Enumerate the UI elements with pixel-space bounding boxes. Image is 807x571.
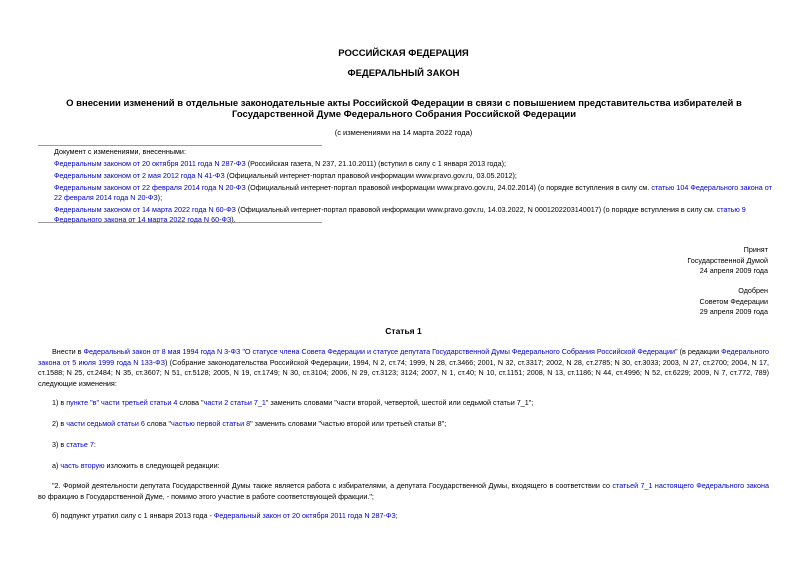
article-item-2 (38, 419, 769, 430)
article-item-3b (38, 511, 769, 522)
article-heading: Статья 1 (385, 326, 422, 336)
law-link[interactable]: статье 7 (66, 440, 94, 449)
change-text: (Официальный интернет-портал правовой информации www.pravo.gov.ru, 24.02.2014) (о порядке вступления в силу см. (245, 183, 652, 192)
text: "2. Формой деятельности депутата Государственной Думы также является работа с избирателями, а депутата Государственной Думы, входящего в соответствии со (52, 481, 613, 490)
accepted-body: Государственной Думой (687, 255, 768, 265)
text: (в редакции (677, 347, 722, 356)
article-item-3 (38, 440, 769, 451)
separator-top (38, 145, 322, 146)
change-item (54, 159, 774, 169)
text: изложить в следующей редакции: (104, 461, 220, 470)
law-link[interactable]: статьей 7_1 настоящего Федерального закона (612, 481, 769, 490)
text: ; (395, 511, 398, 520)
text: 3) в (52, 440, 67, 449)
article-item-1 (38, 398, 769, 409)
separator-bottom (38, 222, 322, 223)
text: Внести в (52, 347, 84, 356)
change-link-secondary[interactable]: статью 9 Федерального закона от 14 марта 2022 года N 60-ФЗ (54, 205, 746, 224)
law-link[interactable]: Федерального закона от 5 июля 1999 года N 133-ФЗ (38, 347, 769, 367)
article-item-3a (38, 461, 769, 472)
change-text-secondary: ); (157, 193, 163, 202)
change-text: (Официальный интернет-портал правовой информации www.pravo.gov.ru, 03.05.2012); (224, 171, 517, 180)
changes-intro: Документ с изменениями, внесенными: (54, 147, 186, 156)
article-quote (38, 481, 769, 502)
law-type-heading: ФЕДЕРАЛЬНЫЙ ЗАКОН (347, 68, 460, 79)
change-link[interactable]: Федеральным законом от 22 февраля 2014 года N 20-ФЗ (54, 183, 246, 192)
adoption-accepted (560, 245, 768, 277)
article-paragraph-intro (38, 347, 769, 389)
change-link-secondary[interactable]: статью 104 Федерального закона от 22 февраля 2014 года N 20-ФЗ (54, 183, 772, 202)
law-link[interactable]: части седьмой статьи 6 (66, 419, 145, 428)
law-title: О внесении изменений в отдельные законодательные акты Российской Федерации в связи с повышением представительства избирателей в Государственной Думе Федерального Собрания Российской Федерации (66, 98, 742, 120)
law-link[interactable]: части 2 статьи 7_1 (203, 398, 266, 407)
change-item (54, 171, 774, 181)
text: слова " (177, 398, 204, 407)
law-link[interactable]: часть вторую (60, 461, 105, 470)
adoption-approved (560, 286, 768, 318)
change-text-secondary: ). (231, 215, 236, 224)
accepted-label: Принят (743, 245, 768, 254)
text: слова " (144, 419, 172, 428)
text: " заменить словами "частью второй или третьей статьи 8"; (250, 419, 447, 428)
law-link[interactable]: Федеральный закон от 8 мая 1994 года N 3-ФЗ "О статусе члена Совета Федерации и статусе депутата Государственной Думы Федерального Собрания Российской Федерации" (83, 347, 678, 356)
amended-note: (с изменениями на 14 марта 2022 года) (334, 128, 473, 137)
text: б) подпункт утратил силу с 1 января 2013 года - (52, 511, 214, 520)
text: а) (52, 461, 61, 470)
change-link[interactable]: Федеральным законом от 20 октября 2011 года N 287-ФЗ (54, 159, 246, 168)
law-link[interactable]: пункте "в" части третьей статьи 4 (66, 398, 178, 407)
text: ) (Собрание законодательства Российской Федерации, 1994, N 2, ст.74; 1999, N 28, ст.3466; 2001, N 32, ст.3317; 2002, N 28, ст.2785; N 30, ст.3033; 2003, N 27, ст.2700; 2004, N 17, ст.1588; N 25, ст.2484; N 35, ст.3607; N 51, ст.5128; 2005, N 19, ст.1749; N 30, ст.3104; 2006, N 29, ст.3123; 3124; 2007, N 1, ст.40; N 10, ст.1151; 2008, N 13, ст.1186; N 44, ст.4996; N 52, ст.6229; 2009, N 7, ст.772, 789) следующие изменения: (38, 357, 769, 388)
change-text: (Российская газета, N 237, 21.10.2011) (вступил в силу с 1 января 2013 года); (245, 159, 506, 168)
approved-label: Одобрен (738, 286, 768, 295)
law-link[interactable]: Федеральный закон от 20 октября 2011 года N 287-ФЗ (213, 511, 396, 520)
country-heading: РОССИЙСКАЯ ФЕДЕРАЦИЯ (338, 48, 469, 59)
change-link[interactable]: Федеральным законом от 2 мая 2012 года N 41-ФЗ (54, 171, 225, 180)
change-item (54, 183, 774, 203)
law-link[interactable]: частью первой статьи 8 (171, 419, 251, 428)
text: 1) в (52, 398, 67, 407)
change-text: (Официальный интернет-портал правовой информации www.pravo.gov.ru, 14.03.2022, N 0001202203140017) (о порядке вступления в силу см. (235, 205, 717, 214)
text: " заменить словами "части второй, четвертой, шестой или седьмой статьи 7_1"; (265, 398, 534, 407)
approved-body: Советом Федерации (699, 296, 768, 306)
text: : (93, 440, 96, 449)
accepted-date: 24 апреля 2009 года (699, 266, 768, 275)
text: 2) в (52, 419, 67, 428)
text: во фракцию в Государственной Думе, - помимо этого участие в работе соответствующей фракции."; (38, 491, 374, 501)
change-link[interactable]: Федеральным законом от 14 марта 2022 года N 60-ФЗ (54, 205, 236, 214)
approved-date: 29 апреля 2009 года (699, 307, 768, 316)
changes-block (54, 147, 774, 225)
